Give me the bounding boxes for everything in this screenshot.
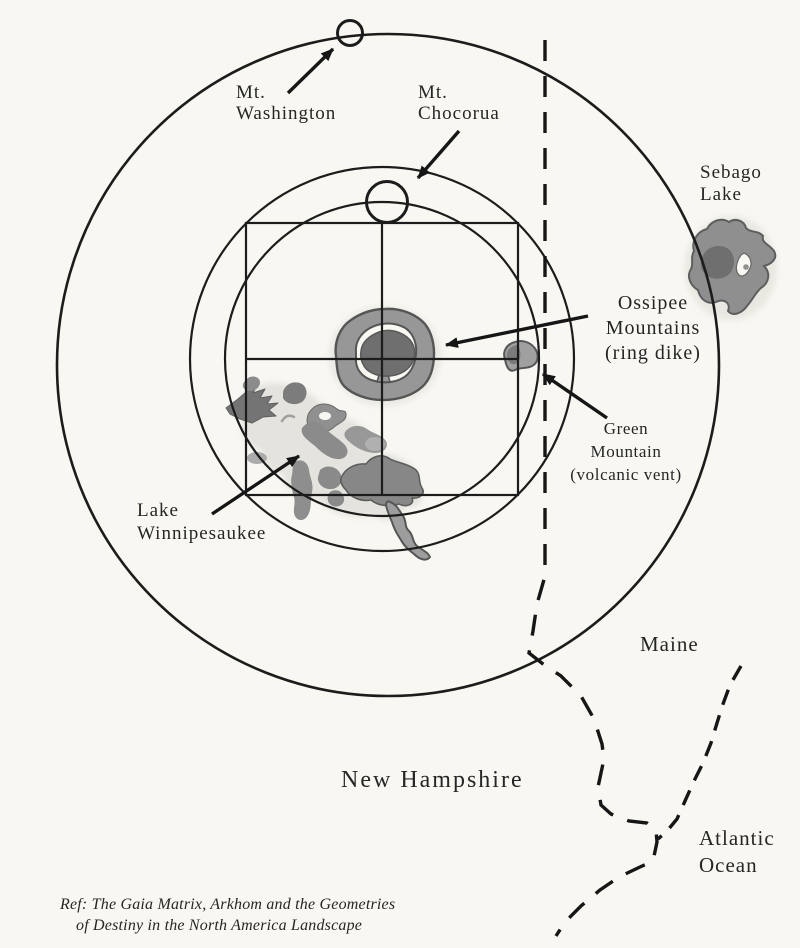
label-line: Mountains <box>605 317 701 339</box>
label-mt-washington <box>236 82 336 125</box>
label-line: Mt. <box>418 82 448 103</box>
label-maine <box>640 633 699 657</box>
label-line: Maine <box>640 632 699 656</box>
label-mt-chocorua <box>418 82 500 125</box>
label-line: Ossipee <box>617 292 689 314</box>
reference-line: Ref: The Gaia Matrix, Arkhom and the Geometries <box>60 896 396 913</box>
label-line: Mountain <box>590 441 662 461</box>
ossipee-ring-dike-blob <box>336 309 434 400</box>
label-line: Mt. <box>236 82 266 103</box>
label-sebago-lake <box>700 162 762 207</box>
label-line: New Hampshire <box>341 767 524 793</box>
green-mountain-blob <box>504 341 538 371</box>
label-atlantic-ocean <box>699 825 775 880</box>
label-line: Atlantic <box>699 826 775 850</box>
label-line: Lake <box>700 184 742 206</box>
label-lake-winnipesaukee <box>137 500 266 546</box>
label-line: Ocean <box>699 853 758 878</box>
green-mountain-arrow <box>543 374 607 418</box>
mt-washington-circle <box>338 21 363 46</box>
label-green-mountain <box>552 418 700 487</box>
label-line: Sebago <box>700 162 762 183</box>
label-ossipee-mountains <box>586 291 720 366</box>
label-line: (volcanic vent) <box>570 464 682 484</box>
mt-chocorua-arrow <box>418 131 459 178</box>
reference-citation <box>60 895 395 937</box>
label-new-hampshire <box>341 767 524 794</box>
label-line: Green <box>603 419 649 438</box>
label-line: Winnipesaukee <box>137 522 267 544</box>
coastline-dashed-line <box>658 666 741 839</box>
label-line: (ring dike) <box>605 342 701 364</box>
state-border-dashed-line <box>529 40 657 936</box>
reference-line: of Destiny in the North America Landscape <box>76 916 363 934</box>
label-line: Lake <box>137 500 179 521</box>
label-line: Chocorua <box>418 103 500 125</box>
label-line: Washington <box>236 103 337 125</box>
